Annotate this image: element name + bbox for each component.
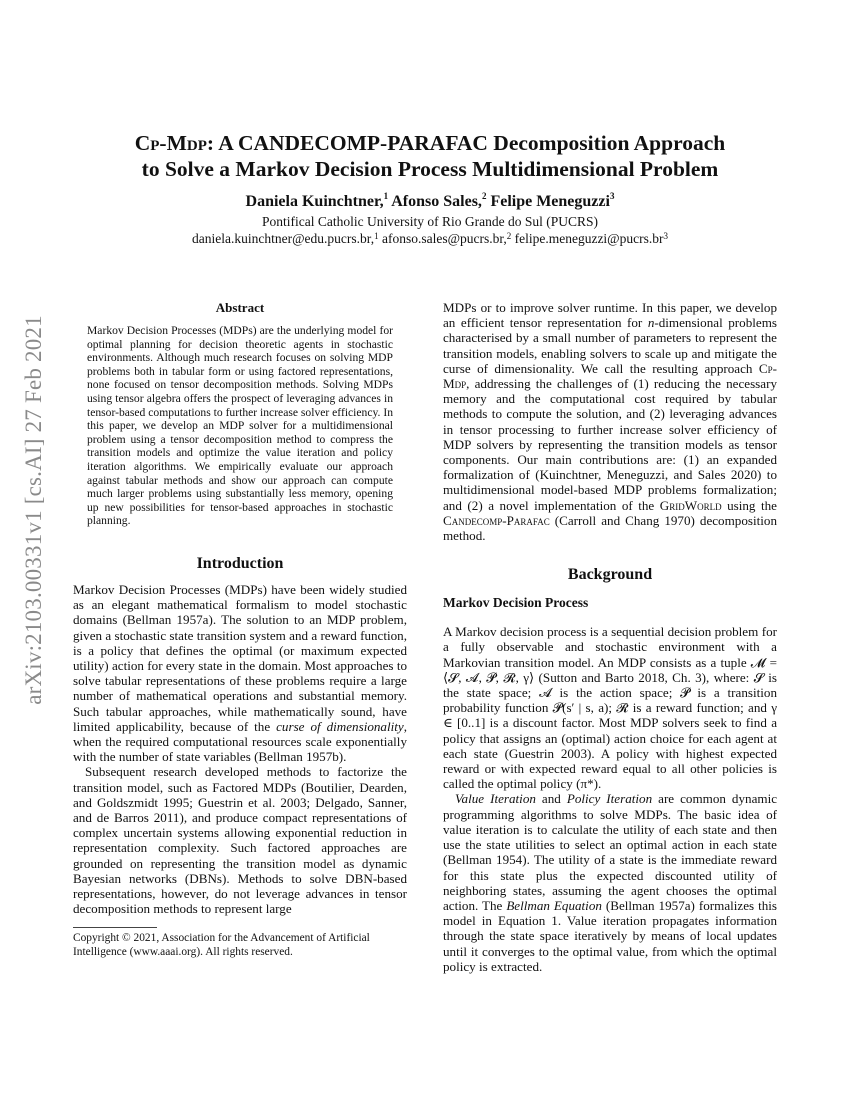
background-paragraph-1: A Markov decision process is a sequential decision problem for a fully observable and stochastic environment with a Markovian transition model. An MDP consists as a tuple 𝓜 = ⟨𝓢, 𝓐, 𝓟, 𝓡, γ⟩ (Sutton and Barto 2018, Ch. 3), where: 𝓢 is the state space; 𝓐 is the action space; 𝓟 is a transition probability function 𝓟(s′ | s, a); 𝓡 is a reward function; and γ ∈ [0..1] is a discount factor. Most MDP solvers seek to find a policy that assigns an (optimal) action choice for each agent at each state (Guestrin 2003). A policy with highest expected reward or with expected reward equal to all other policies is called the optimal policy (π*). xyxy=(443,624,778,792)
affiliation-block xyxy=(90,213,770,247)
email: felipe.meneguzzi@pucrs.br xyxy=(514,231,664,246)
affiliation: Pontifical Catholic University of Rio Grande do Sul (PUCRS) xyxy=(262,214,598,229)
footnote-rule xyxy=(73,927,157,928)
background-paragraph-2: Value Iteration and Policy Iteration are common dynamic programming algorithms to solve MDPs. The basic idea of value iteration is to calculate the utility of each state and then use the state utilities to select an optimal action in each state (Bellman 1954). The utility of a state is the immediate reward for this state plus the expected discounted utility of neighboring states, assuming the agent chooses the optimal action. The Bellman Equation (Bellman 1957a) formalizes this model in Equation 1. Value iteration propagates information through the state space iteratively by means of local updates until it converges to the optimal value, from which the optimal policy is extracted. xyxy=(443,791,778,974)
abstract-heading: Abstract xyxy=(215,300,265,315)
author-list: Daniela Kuinchtner,$^1$ Afonso Sales,$^2$ Felipe Meneguzzi$^3$ xyxy=(245,191,615,210)
intro-paragraph-2: Subsequent research developed methods to factorize the transition model, such as Factored MDPs (Boutilier, Dearden, and Goldszmidt 1995; Guestrin et al. 2003; Delgado, Sanner, and de Barros 2011), and produce compact representations of complex uncertain systems allowing exponential reduction in representation complexity. Such factored approaches are grounded on representing the transition model as dynamic Bayesian networks (DBNs). Methods to solve DBN-based representations, however, do not leverage advances in tensor decomposition methods to represent large xyxy=(73,764,407,917)
title-acronym: Cp-Mdp xyxy=(134,131,207,155)
background-heading: Background xyxy=(567,566,653,584)
author-name: Afonso Sales, xyxy=(391,193,482,210)
arxiv-sidebar xyxy=(14,300,54,720)
email: daniela.kuinchtner@edu.pucrs.br, xyxy=(192,231,375,246)
mdp-tuple: 𝓜 = ⟨𝓢, 𝓐, 𝓟, 𝓡, γ⟩ xyxy=(443,654,777,685)
author-emails: daniela.kuinchtner@edu.pucrs.br,$^1$ afonso.sales@pucrs.br,$^2$ $felipe.meneguzzi@pucrs.br^3$ xyxy=(192,231,668,246)
arxiv-stamp: arXiv:2103.00331v1 [cs.AI] 27 Feb 2021 xyxy=(21,315,46,705)
left-column xyxy=(73,300,407,959)
author-name: Daniela Kuinchtner, xyxy=(245,193,384,210)
intro-continuation: MDPs or to improve solver runtime. In this paper, we develop an efficient tensor representation for n-dimensional problems characterised by a small number of parameters to represent the transition models, enabling solvers to scale up and mitigate the curse of dimensionality. We call the resulting approach Cp-Mdp, addressing the challenges of (1) reducing the necessary memory and the computational cost required by tabular methods to compute the solution, and (2) leveraging advances in tensor processing to further increase solver efficiency of MDP solvers by representing the transition models as tensor components. Our main contributions are: (1) an expanded formalization of (Kuinchtner, Meneguzzi, and Sales 2020) to multidimensional model-based MDP problems formalization; and (2) a novel implementation of the GridWorld using the Candecomp-Parafac (Carroll and Chang 1970) decomposition method. xyxy=(443,300,777,544)
mdp-subheading: Markov Decision Process xyxy=(443,595,589,611)
title-line-1: Cp-Mdp: A CANDECOMP-PARAFAC Decomposition Approach xyxy=(134,131,726,155)
copyright-footnote: Copyright © 2021, Association for the Advancement of Artificial Intelligence (www.aaai.org). All rights reserved. xyxy=(73,932,370,958)
abstract-text: Markov Decision Processes (MDPs) are the underlying model for optimal planning for decision theoretic agents in stochastic environments. Although much research focuses on solving MDP problems both in tabular form or using factored representations, none focused on tensor decomposition methods. Solving MDPs using tensor algebra offers the prospect of leveraging advances in tensor-based computations to further increase solver efficiency. In this paper, we develop an MDP solver for a multidimensional problem using a tensor decomposition method to compress the transition models and optimize the value iteration and policy iteration algorithms. We empirically evaluate our approach against tabular methods and show our approach can compute much larger problems using substantially less memory, opening up new possibilities for tensor-based approaches in stochastic planning. xyxy=(87,324,393,528)
introduction-heading: Introduction xyxy=(196,554,284,572)
title-line-2: to Solve a Markov Decision Process Multidimensional Problem xyxy=(141,157,719,181)
paper-title xyxy=(90,130,770,182)
right-column xyxy=(443,300,777,974)
intro-paragraph-1: Markov Decision Processes (MDPs) have been widely studied as an elegant mathematical formalism to model stochastic domains (Bellman 1957a). The solution to an MDP problem, given a stochastic state transition system and a reward function, is a policy that defines the optimal (or maximum expected utility) action for every state in the domain. Most approaches to solve tabular representations of these problems require a large number of mathematical operations and substantial memory. Such tabular approaches, while mathematically sound, have limited applicability, because of the curse of dimensionality, when the required computational resources scale exponentially with the number of state variables (Bellman 1957b). xyxy=(73,581,407,765)
email: afonso.sales@pucrs.br, xyxy=(381,231,507,246)
author-name: Felipe Meneguzzi xyxy=(490,193,610,210)
